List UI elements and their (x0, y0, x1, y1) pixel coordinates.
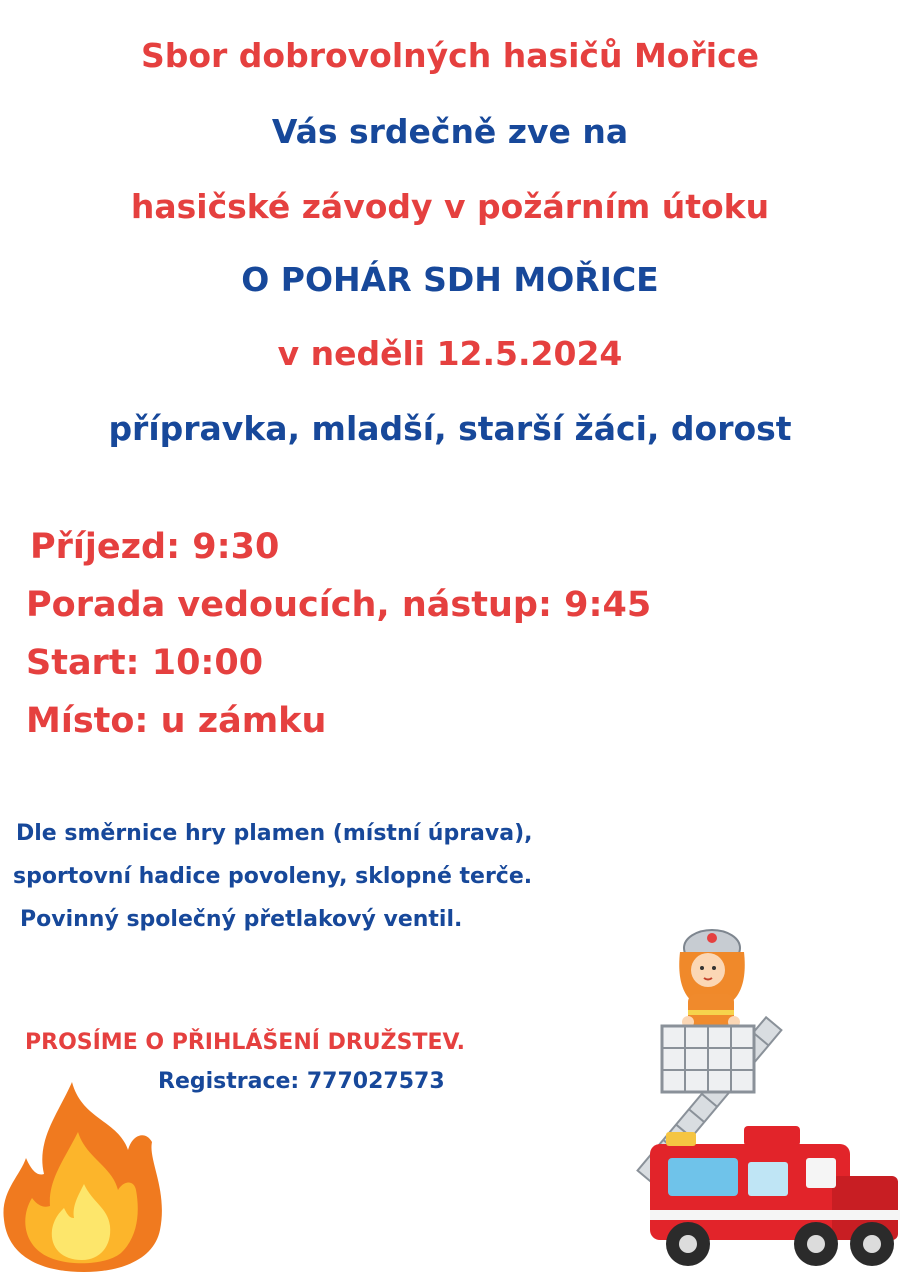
arrival-time: Příjezd: 9:30 (30, 527, 280, 567)
rule-line: Povinný společný přetlakový ventil. (20, 907, 463, 932)
meeting-time: Porada vedoucích, nástup: 9:45 (26, 585, 652, 625)
event-name: hasičské závody v požárním útoku (130, 187, 770, 226)
cup-name: O POHÁR SDH MOŘICE (241, 260, 659, 299)
venue: Místo: u zámku (26, 701, 327, 741)
start-time: Start: 10:00 (26, 643, 264, 683)
registration-contact: Registrace: 777027573 (158, 1069, 445, 1094)
rule-line: sportovní hadice povoleny, sklopné terče. (13, 864, 533, 889)
firefighter-icon (679, 930, 745, 1034)
event-date: v neděli 12.5.2024 (277, 334, 623, 373)
invitation-line: Vás srdečně zve na (271, 112, 629, 151)
fire-truck-icon (636, 918, 900, 1272)
registration-notice: PROSÍME O PŘIHLÁŠENÍ DRUŽSTEV. (25, 1030, 466, 1055)
organizer-title: Sbor dobrovolných hasičů Mořice (140, 36, 760, 75)
categories: přípravka, mladší, starší žáci, dorost (108, 409, 792, 448)
ladder-basket (662, 1026, 754, 1092)
flame-icon (0, 1080, 170, 1272)
rule-line: Dle směrnice hry plamen (místní úprava), (16, 821, 533, 846)
